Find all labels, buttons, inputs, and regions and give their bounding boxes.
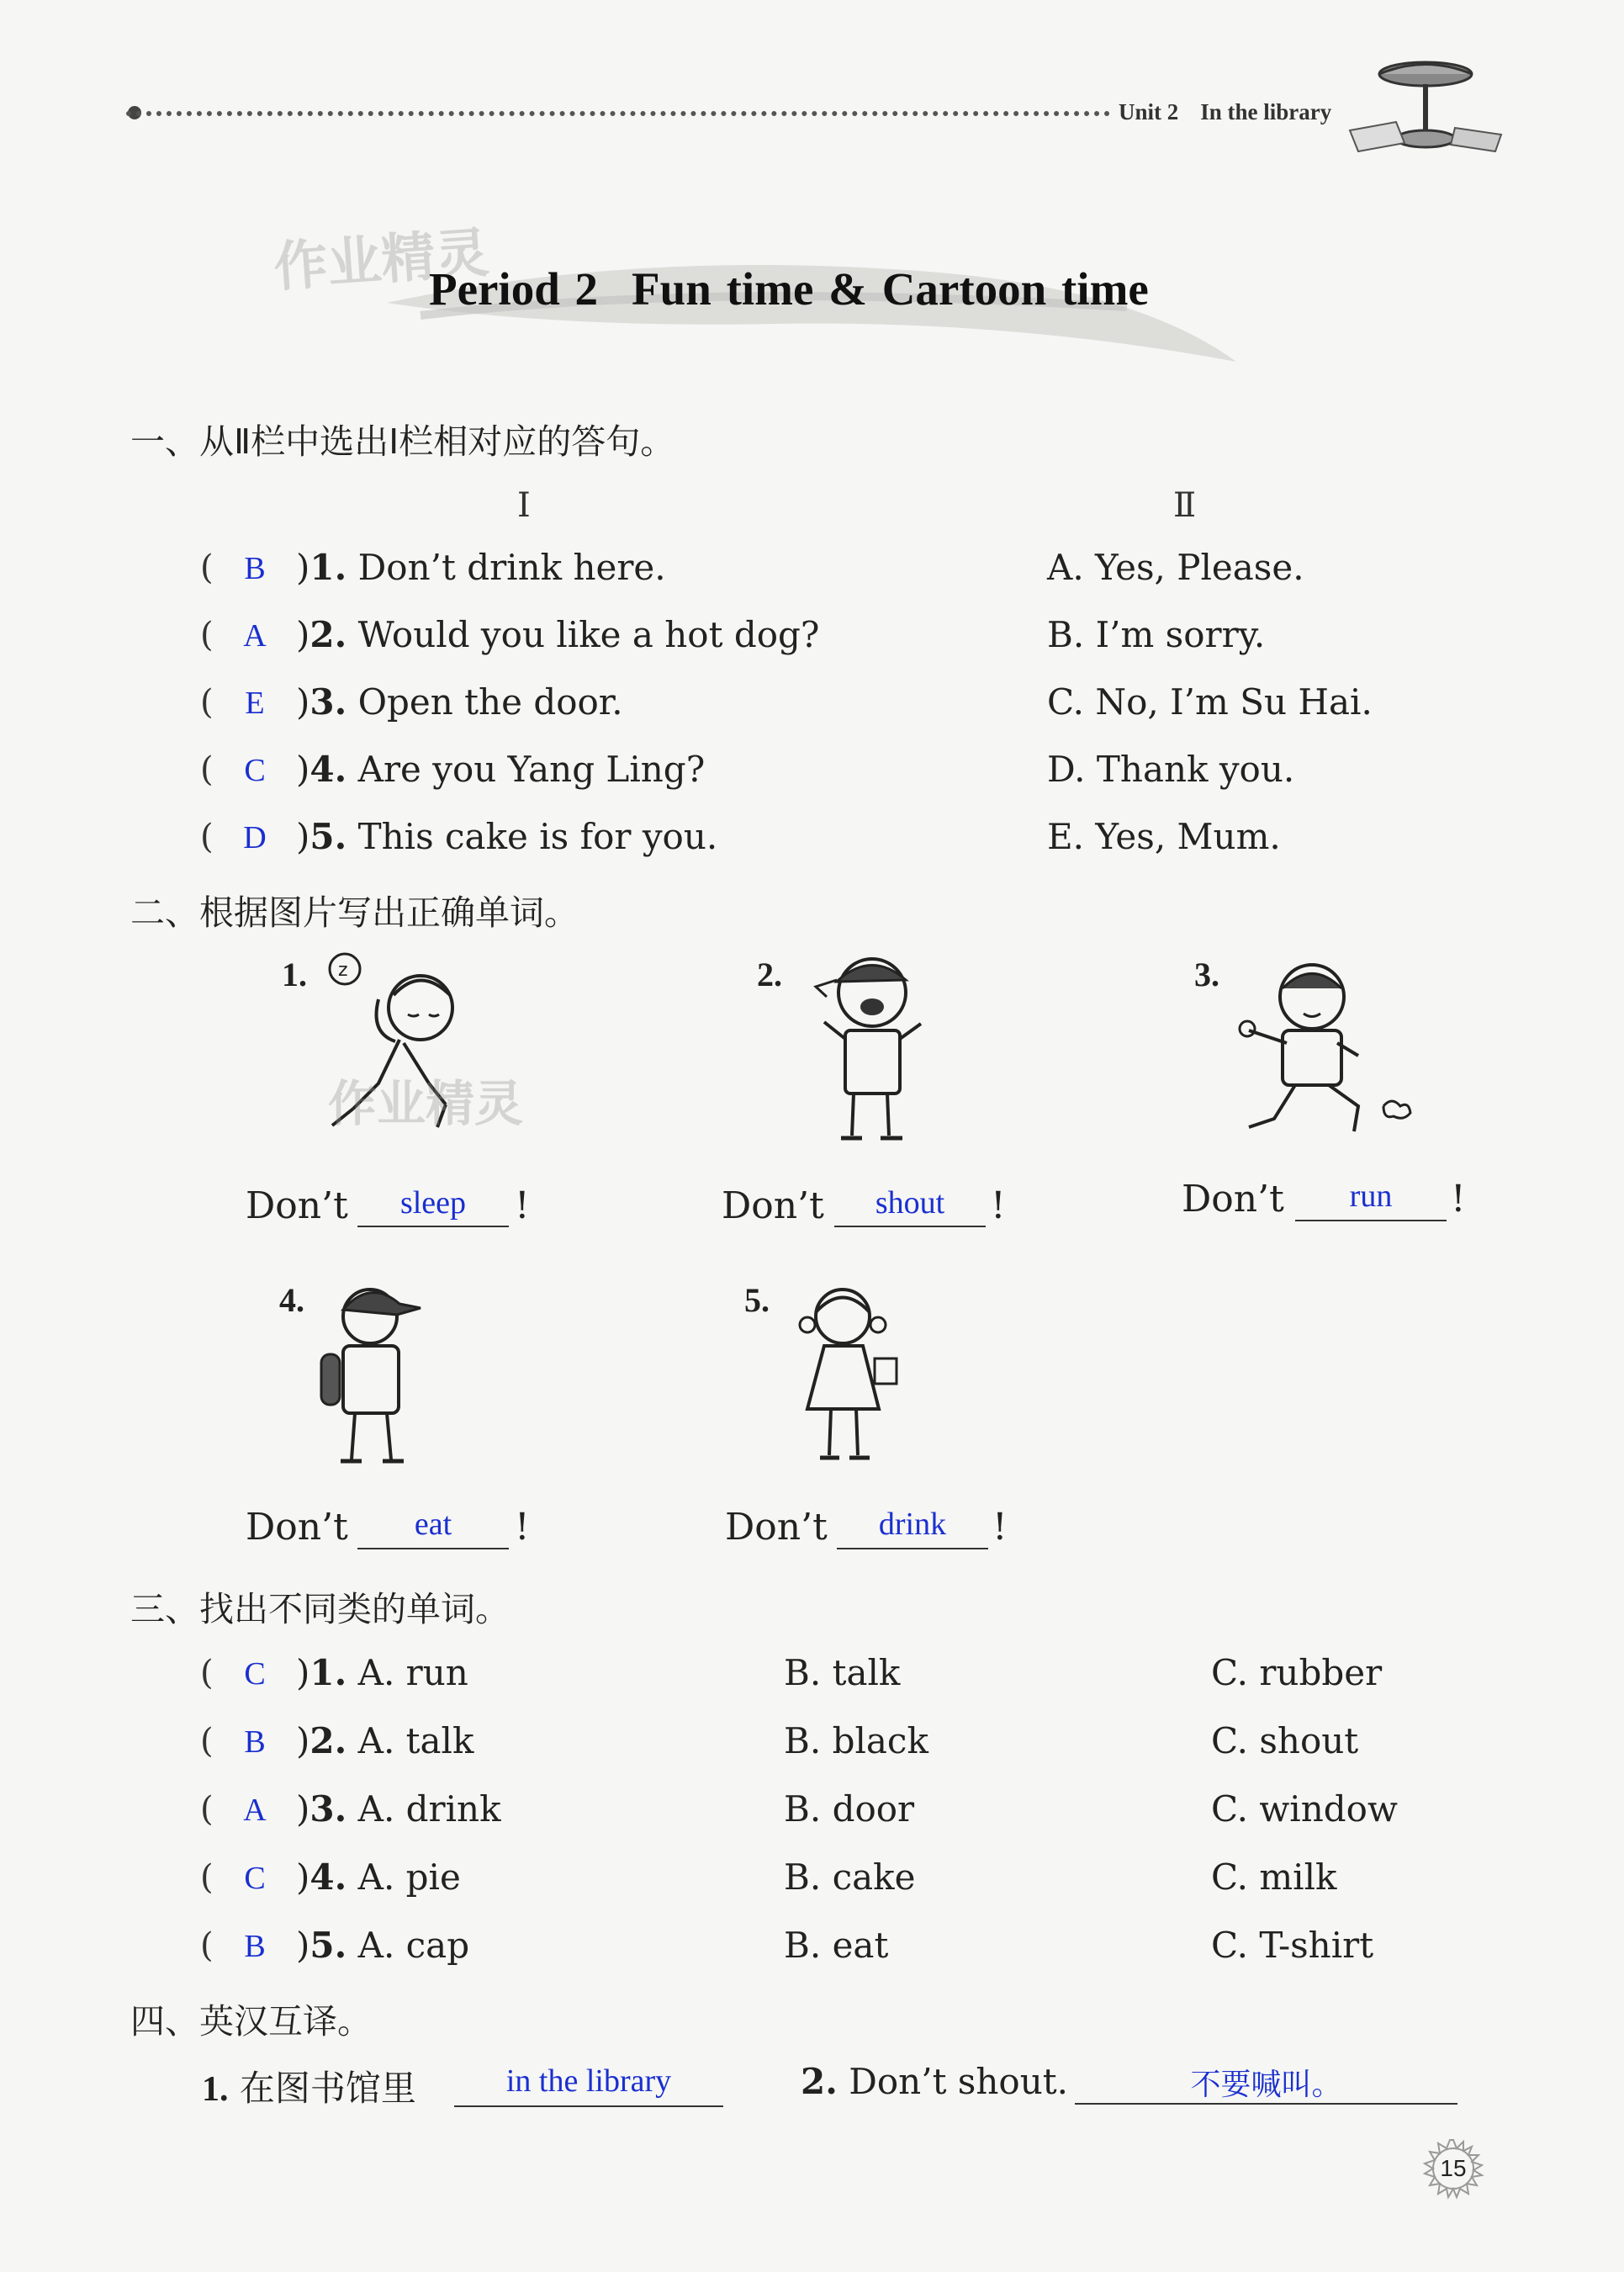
list-item: )1. A. run: [296, 1652, 468, 1693]
watermark-middle: 作业精灵: [328, 1075, 524, 1132]
picture-number: 2.: [757, 956, 782, 993]
watermark-top: 作业精灵: [272, 222, 491, 299]
item-text: This cake is for you.: [357, 816, 718, 857]
header-dotted-rule: [126, 111, 1110, 116]
section2-heading: 二、根据图片写出正确单词。: [130, 892, 579, 933]
handwritten-answer: run: [1349, 1178, 1393, 1214]
item-number: 5.: [309, 1925, 347, 1966]
option-a: A. drink: [357, 1788, 501, 1830]
answer-blank: [1295, 1220, 1447, 1221]
item-number: 4.: [309, 749, 347, 790]
item-number: 1.: [309, 1652, 347, 1693]
answer-blank: [357, 1226, 509, 1227]
exclamation: !: [1451, 1178, 1466, 1221]
picture-number: 5.: [744, 1281, 770, 1319]
eating-child-icon: [311, 1274, 437, 1476]
paren-open: (: [200, 683, 214, 722]
shouting-child-icon: [803, 946, 946, 1152]
answer-mark: C: [244, 1861, 266, 1896]
picture-number: 4.: [279, 1281, 304, 1319]
handwritten-answer: sleep: [399, 1185, 467, 1221]
paren-open: (: [200, 1722, 214, 1761]
answer-mark: A: [243, 1793, 267, 1828]
item-number: 2.: [309, 1720, 347, 1761]
item-text: Are you Yang Ling?: [357, 749, 706, 790]
answer-mark: B: [244, 1724, 266, 1760]
section1-heading: 一、从Ⅱ栏中选出Ⅰ栏相对应的答句。: [130, 421, 675, 462]
handwritten-answer: drink: [878, 1507, 947, 1542]
answer-mark: E: [245, 686, 265, 721]
item-number: 3.: [309, 681, 347, 723]
paren-open: (: [200, 1858, 214, 1897]
item-prompt: Don’t shout.: [849, 2061, 1068, 2102]
list-item: )5. This cake is for you.: [296, 816, 718, 857]
answer-blank: [357, 1548, 509, 1549]
answer-blank: [837, 1548, 988, 1549]
title-subtitle: Fun time & Cartoon time: [632, 263, 1149, 315]
handwritten-answer: 不要喊叫。: [1190, 2068, 1342, 2102]
desk-lamp-icon: [1346, 50, 1514, 160]
list-item: )1. Don’t drink here.: [296, 547, 666, 588]
list-item: )3. Open the door.: [296, 681, 623, 723]
paren-open: (: [200, 1654, 214, 1692]
unit-topic: In the library: [1200, 99, 1332, 124]
option-a: A. run: [357, 1652, 468, 1693]
svg-text:z: z: [338, 960, 348, 981]
picture-number: 3.: [1194, 956, 1219, 993]
paren-open: (: [200, 548, 214, 587]
option-a: A. cap: [357, 1925, 470, 1966]
option-a: A. Yes, Please.: [1047, 547, 1304, 588]
exclamation: !: [515, 1184, 530, 1227]
handwritten-answer: in the library: [505, 2063, 672, 2099]
item-number: 2.: [309, 614, 347, 655]
list-item: )4. Are you Yang Ling?: [296, 749, 706, 790]
option-c: C. T-shirt: [1211, 1925, 1374, 1966]
header-unit: [1119, 99, 1331, 125]
paren-open: (: [200, 616, 214, 654]
answer-mark: B: [244, 551, 266, 586]
option-b: B. eat: [784, 1925, 889, 1966]
exclamation: !: [992, 1506, 1008, 1549]
translate-item-2: [801, 2061, 1068, 2102]
answer-blank: [454, 2105, 723, 2107]
list-item: )5. A. cap: [296, 1925, 470, 1966]
answer-mark: B: [244, 1929, 266, 1964]
option-d: D. Thank you.: [1047, 749, 1295, 790]
section3-heading: 三、找出不同类的单词。: [130, 1589, 510, 1629]
option-b: B. talk: [784, 1652, 901, 1693]
option-b: B. cake: [784, 1856, 916, 1898]
option-c: C. milk: [1211, 1856, 1337, 1898]
item-number: 4.: [309, 1856, 347, 1898]
paren-open: (: [200, 818, 214, 856]
option-b: B. black: [784, 1720, 928, 1761]
item-text: Don’t drink here.: [357, 547, 666, 588]
item-number: 1.: [202, 2070, 229, 2109]
exclamation: !: [515, 1506, 530, 1549]
option-a: A. pie: [357, 1856, 461, 1898]
picture-number: 1.: [282, 956, 307, 993]
unit-label: Unit 2: [1119, 99, 1179, 124]
list-item: )2. Would you like a hot dog?: [296, 614, 820, 655]
running-child-icon: [1224, 951, 1426, 1152]
answer-mark: A: [243, 618, 267, 654]
item-number: 2.: [801, 2061, 838, 2102]
option-e: E. Yes, Mum.: [1047, 816, 1281, 857]
section1-col1-header: Ⅰ: [517, 486, 531, 525]
item-prompt: 在图书馆里: [239, 2068, 416, 2109]
option-c: C. window: [1211, 1788, 1398, 1830]
dont-label: Don’t: [725, 1506, 828, 1549]
dont-label: Don’t: [722, 1184, 824, 1227]
option-c: C. shout: [1211, 1720, 1359, 1761]
handwritten-answer: shout: [875, 1185, 945, 1221]
answer-mark: C: [244, 1656, 266, 1692]
option-a: A. talk: [357, 1720, 474, 1761]
dont-label: Don’t: [1182, 1178, 1284, 1221]
answer-mark: C: [244, 753, 266, 788]
section4-heading: 四、英汉互译。: [130, 2001, 372, 2042]
item-number: 5.: [309, 816, 347, 857]
option-b: B. door: [784, 1788, 915, 1830]
list-item: )3. A. drink: [296, 1788, 501, 1830]
list-item: )2. A. talk: [296, 1720, 474, 1761]
item-number: 3.: [309, 1788, 347, 1830]
paren-open: (: [200, 1790, 214, 1829]
option-c: C. No, I’m Su Hai.: [1047, 681, 1373, 723]
page-number: 15: [1440, 2155, 1467, 2181]
option-b: B. I’m sorry.: [1047, 614, 1266, 655]
paren-open: (: [200, 1926, 214, 1965]
exclamation: !: [991, 1184, 1006, 1227]
list-item: )4. A. pie: [296, 1856, 461, 1898]
item-text: Would you like a hot dog?: [357, 614, 820, 655]
answer-blank: [834, 1226, 986, 1227]
answer-mark: D: [243, 820, 267, 855]
page-title: [429, 262, 1149, 315]
handwritten-answer: eat: [414, 1507, 452, 1542]
dont-label: Don’t: [246, 1506, 348, 1549]
drinking-child-icon: [782, 1274, 917, 1476]
paren-open: (: [200, 750, 214, 789]
section1-col2-header: Ⅱ: [1173, 486, 1197, 525]
item-number: 1.: [309, 547, 347, 588]
title-period: Period 2: [429, 263, 599, 315]
translate-item-1: [202, 2061, 416, 2111]
item-text: Open the door.: [357, 681, 623, 723]
dont-label: Don’t: [246, 1184, 348, 1227]
option-c: C. rubber: [1211, 1652, 1383, 1693]
